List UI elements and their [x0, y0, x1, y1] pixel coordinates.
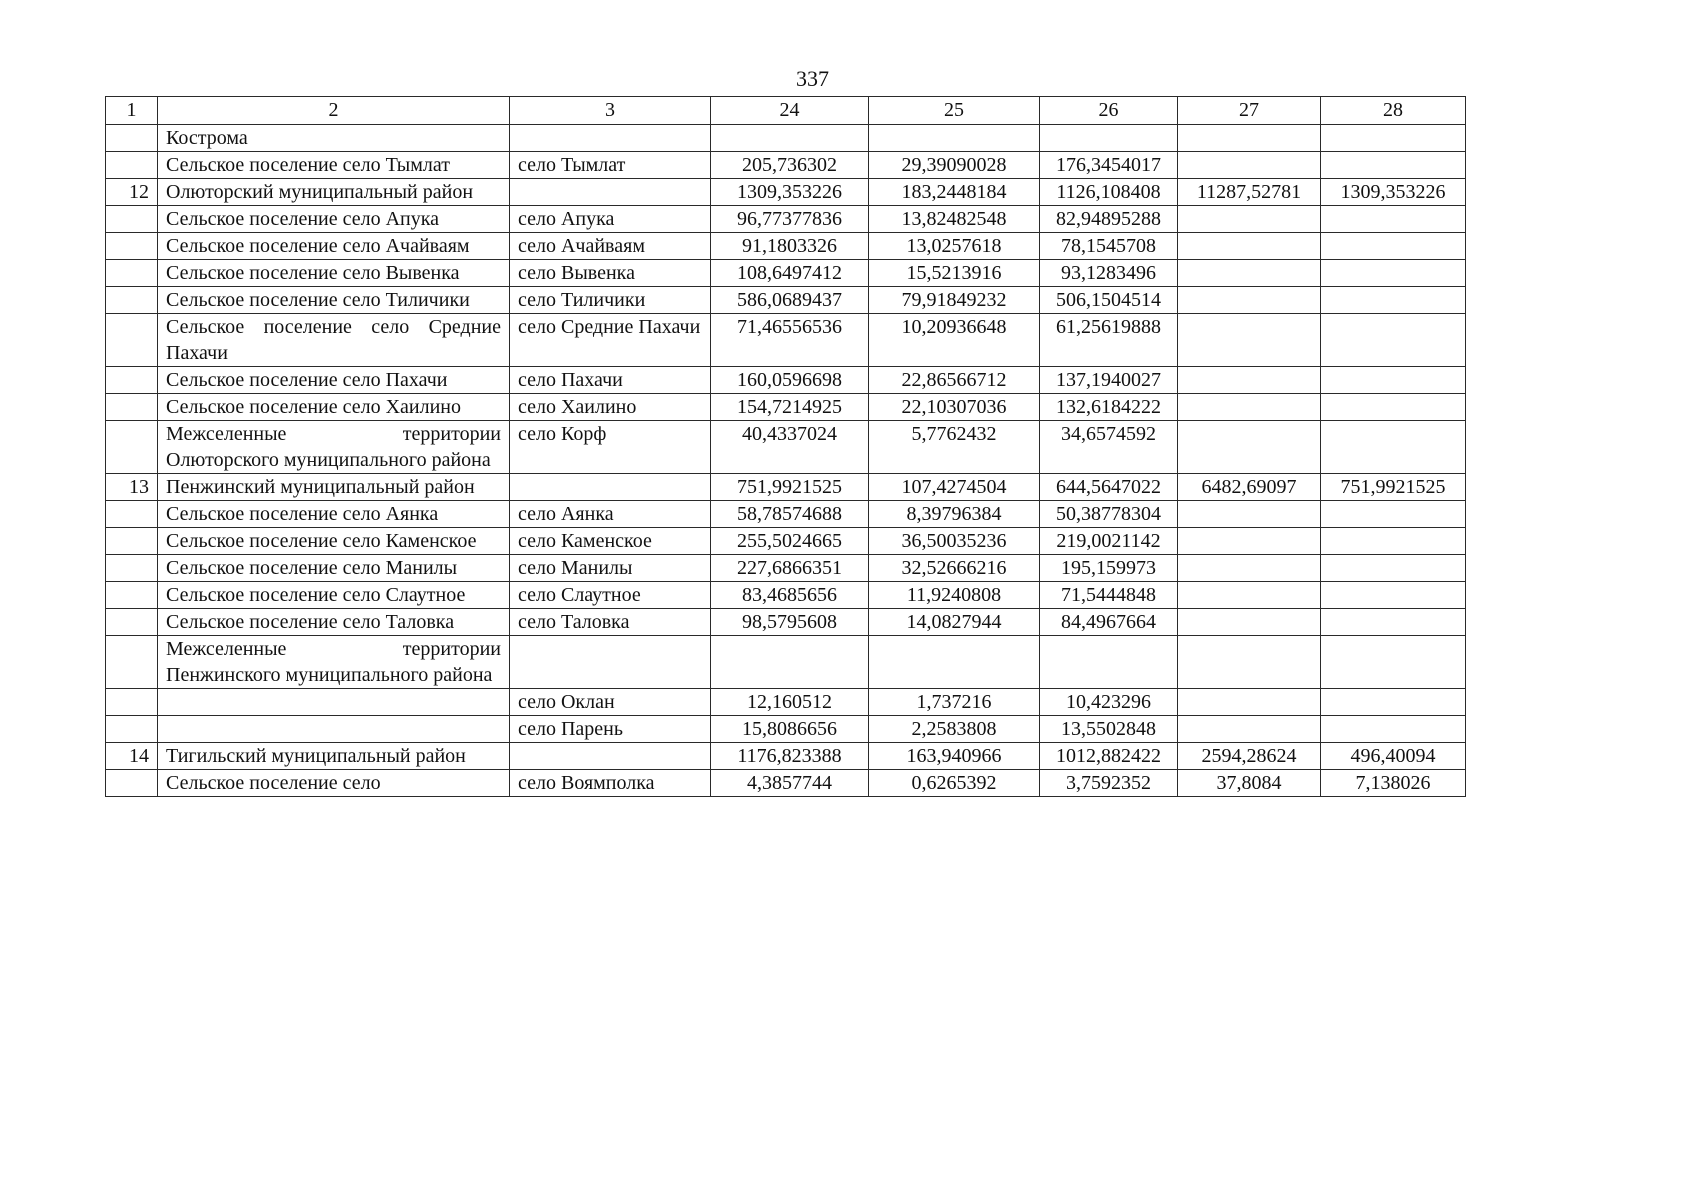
value-col-27-cell [1178, 206, 1321, 233]
table-row [106, 421, 1466, 474]
value-col-27-cell [1178, 287, 1321, 314]
table-row [106, 314, 1466, 367]
row-number-cell [106, 528, 158, 555]
value-col-24-cell: 205,736302 [711, 152, 869, 179]
value-col-27-cell: 6482,69097 [1178, 474, 1321, 501]
locality-cell: село Оклан [510, 689, 711, 716]
table-row [106, 287, 1466, 314]
municipality-name-cell: Тигильский муниципальный район [158, 743, 510, 770]
row-number-cell: 13 [106, 474, 158, 501]
row-number-cell [106, 421, 158, 474]
row-number-cell [106, 260, 158, 287]
row-number-cell [106, 287, 158, 314]
value-col-25-cell: 32,52666216 [869, 555, 1040, 582]
row-number-cell: 12 [106, 179, 158, 206]
table-row [106, 152, 1466, 179]
header-cell: 27 [1178, 97, 1321, 125]
locality-cell: село Слаутное [510, 582, 711, 609]
value-col-24-cell: 91,1803326 [711, 233, 869, 260]
value-col-25-cell: 0,6265392 [869, 770, 1040, 797]
value-col-27-cell [1178, 689, 1321, 716]
value-col-25-cell: 36,50035236 [869, 528, 1040, 555]
value-col-25-cell [869, 125, 1040, 152]
value-col-25-cell: 1,737216 [869, 689, 1040, 716]
value-col-28-cell: 496,40094 [1321, 743, 1466, 770]
value-col-28-cell [1321, 314, 1466, 367]
value-col-24-cell: 255,5024665 [711, 528, 869, 555]
value-col-25-cell: 107,4274504 [869, 474, 1040, 501]
header-row [106, 97, 1466, 125]
value-col-27-cell [1178, 716, 1321, 743]
row-number-cell [106, 233, 158, 260]
value-col-27-cell [1178, 152, 1321, 179]
value-col-27-cell: 11287,52781 [1178, 179, 1321, 206]
value-col-26-cell: 34,6574592 [1040, 421, 1178, 474]
value-col-26-cell: 219,0021142 [1040, 528, 1178, 555]
table-row [106, 582, 1466, 609]
value-col-26-cell: 78,1545708 [1040, 233, 1178, 260]
municipality-name-cell: Сельское поселение село Вывенка [158, 260, 510, 287]
table-row [106, 743, 1466, 770]
table-row [106, 179, 1466, 206]
value-col-24-cell: 108,6497412 [711, 260, 869, 287]
value-col-26-cell: 506,1504514 [1040, 287, 1178, 314]
table-row [106, 367, 1466, 394]
value-col-27-cell [1178, 125, 1321, 152]
row-number-cell [106, 609, 158, 636]
value-col-24-cell [711, 125, 869, 152]
page-number: 337 [796, 66, 829, 91]
value-col-24-cell: 58,78574688 [711, 501, 869, 528]
value-col-26-cell [1040, 125, 1178, 152]
value-col-25-cell: 11,9240808 [869, 582, 1040, 609]
locality-cell: село Аянка [510, 501, 711, 528]
table-row [106, 206, 1466, 233]
value-col-27-cell [1178, 260, 1321, 287]
value-col-26-cell: 84,4967664 [1040, 609, 1178, 636]
table-row [106, 770, 1466, 797]
table-row [106, 636, 1466, 689]
value-col-26-cell: 93,1283496 [1040, 260, 1178, 287]
table-row [106, 609, 1466, 636]
value-col-25-cell: 79,91849232 [869, 287, 1040, 314]
value-col-26-cell: 137,1940027 [1040, 367, 1178, 394]
locality-cell: село Корф [510, 421, 711, 474]
municipality-name-cell: Сельское поселение село Каменское [158, 528, 510, 555]
value-col-28-cell [1321, 716, 1466, 743]
value-col-28-cell [1321, 636, 1466, 689]
table-row [106, 233, 1466, 260]
value-col-24-cell: 12,160512 [711, 689, 869, 716]
header-cell: 1 [106, 97, 158, 125]
value-col-27-cell [1178, 367, 1321, 394]
value-col-28-cell: 7,138026 [1321, 770, 1466, 797]
locality-cell [510, 474, 711, 501]
value-col-25-cell: 5,7762432 [869, 421, 1040, 474]
value-col-27-cell [1178, 314, 1321, 367]
municipality-name-cell: Сельское поселение село Аянка [158, 501, 510, 528]
value-col-27-cell [1178, 394, 1321, 421]
table-row [106, 501, 1466, 528]
value-col-25-cell: 22,86566712 [869, 367, 1040, 394]
municipality-name-cell: Олюторский муниципальный район [158, 179, 510, 206]
locality-cell [510, 125, 711, 152]
value-col-26-cell: 10,423296 [1040, 689, 1178, 716]
row-number-cell [106, 367, 158, 394]
locality-cell: село Манилы [510, 555, 711, 582]
value-col-28-cell [1321, 287, 1466, 314]
municipality-name-cell: Межселенные территории Пенжинского муниципального района [158, 636, 510, 689]
table-row [106, 689, 1466, 716]
value-col-26-cell: 195,159973 [1040, 555, 1178, 582]
table-row [106, 260, 1466, 287]
municipality-name-cell: Сельское поселение село Манилы [158, 555, 510, 582]
value-col-26-cell: 50,38778304 [1040, 501, 1178, 528]
value-col-27-cell [1178, 421, 1321, 474]
locality-cell: село Вывенка [510, 260, 711, 287]
table-row [106, 555, 1466, 582]
municipality-name-cell: Сельское поселение село Пахачи [158, 367, 510, 394]
locality-cell: село Тиличики [510, 287, 711, 314]
value-col-26-cell: 176,3454017 [1040, 152, 1178, 179]
value-col-27-cell [1178, 528, 1321, 555]
table-row [106, 474, 1466, 501]
value-col-26-cell: 13,5502848 [1040, 716, 1178, 743]
value-col-24-cell [711, 636, 869, 689]
value-col-28-cell [1321, 367, 1466, 394]
locality-cell [510, 636, 711, 689]
header-cell: 24 [711, 97, 869, 125]
locality-cell [510, 743, 711, 770]
value-col-24-cell: 96,77377836 [711, 206, 869, 233]
table-row [106, 528, 1466, 555]
municipality-name-cell: Пенжинский муниципальный район [158, 474, 510, 501]
value-col-25-cell: 2,2583808 [869, 716, 1040, 743]
value-col-25-cell [869, 636, 1040, 689]
value-col-28-cell [1321, 125, 1466, 152]
value-col-24-cell: 227,6866351 [711, 555, 869, 582]
municipality-name-cell: Сельское поселение село Таловка [158, 609, 510, 636]
value-col-25-cell: 14,0827944 [869, 609, 1040, 636]
locality-cell: село Каменское [510, 528, 711, 555]
value-col-28-cell [1321, 609, 1466, 636]
value-col-24-cell: 40,4337024 [711, 421, 869, 474]
value-col-26-cell [1040, 636, 1178, 689]
value-col-25-cell: 13,82482548 [869, 206, 1040, 233]
value-col-26-cell: 61,25619888 [1040, 314, 1178, 367]
value-col-27-cell: 37,8084 [1178, 770, 1321, 797]
row-number-cell [106, 582, 158, 609]
municipality-name-cell: Сельское поселение село Ачайваям [158, 233, 510, 260]
municipality-name-cell [158, 716, 510, 743]
municipality-name-cell: Кострома [158, 125, 510, 152]
row-number-cell [106, 206, 158, 233]
header-cell: 3 [510, 97, 711, 125]
row-number-cell [106, 770, 158, 797]
locality-cell: село Тымлат [510, 152, 711, 179]
value-col-26-cell: 1012,882422 [1040, 743, 1178, 770]
locality-cell [510, 179, 711, 206]
allocation-table [105, 96, 1466, 797]
locality-cell: село Таловка [510, 609, 711, 636]
header-cell: 2 [158, 97, 510, 125]
value-col-25-cell: 22,10307036 [869, 394, 1040, 421]
row-number-cell [106, 636, 158, 689]
value-col-27-cell [1178, 636, 1321, 689]
value-col-26-cell: 3,7592352 [1040, 770, 1178, 797]
value-col-25-cell: 183,2448184 [869, 179, 1040, 206]
locality-cell: село Хаилино [510, 394, 711, 421]
locality-cell: село Парень [510, 716, 711, 743]
value-col-28-cell [1321, 689, 1466, 716]
value-col-27-cell: 2594,28624 [1178, 743, 1321, 770]
value-col-28-cell [1321, 206, 1466, 233]
value-col-26-cell: 71,5444848 [1040, 582, 1178, 609]
value-col-27-cell [1178, 609, 1321, 636]
value-col-28-cell [1321, 421, 1466, 474]
value-col-28-cell [1321, 555, 1466, 582]
value-col-25-cell: 15,5213916 [869, 260, 1040, 287]
value-col-27-cell [1178, 555, 1321, 582]
value-col-28-cell: 1309,353226 [1321, 179, 1466, 206]
value-col-28-cell [1321, 582, 1466, 609]
table-row [106, 394, 1466, 421]
municipality-name-cell: Сельское поселение село [158, 770, 510, 797]
value-col-27-cell [1178, 233, 1321, 260]
row-number-cell [106, 314, 158, 367]
municipality-name-cell: Сельское поселение село Апука [158, 206, 510, 233]
value-col-28-cell [1321, 394, 1466, 421]
locality-cell: село Ачайваям [510, 233, 711, 260]
value-col-25-cell: 163,940966 [869, 743, 1040, 770]
value-col-24-cell: 154,7214925 [711, 394, 869, 421]
locality-cell: село Воямполка [510, 770, 711, 797]
value-col-24-cell: 586,0689437 [711, 287, 869, 314]
header-cell: 26 [1040, 97, 1178, 125]
value-col-28-cell [1321, 152, 1466, 179]
value-col-28-cell [1321, 233, 1466, 260]
row-number-cell [106, 394, 158, 421]
value-col-25-cell: 8,39796384 [869, 501, 1040, 528]
value-col-27-cell [1178, 582, 1321, 609]
municipality-name-cell: Сельское поселение село Тиличики [158, 287, 510, 314]
header-cell: 28 [1321, 97, 1466, 125]
value-col-24-cell: 71,46556536 [711, 314, 869, 367]
locality-cell: село Средние Пахачи [510, 314, 711, 367]
table-row [106, 125, 1466, 152]
municipality-name-cell: Сельское поселение село Слаутное [158, 582, 510, 609]
value-col-24-cell: 1309,353226 [711, 179, 869, 206]
municipality-name-cell [158, 689, 510, 716]
value-col-26-cell: 82,94895288 [1040, 206, 1178, 233]
locality-cell: село Пахачи [510, 367, 711, 394]
value-col-28-cell: 751,9921525 [1321, 474, 1466, 501]
value-col-26-cell: 1126,108408 [1040, 179, 1178, 206]
value-col-27-cell [1178, 501, 1321, 528]
row-number-cell: 14 [106, 743, 158, 770]
value-col-25-cell: 29,39090028 [869, 152, 1040, 179]
value-col-24-cell: 15,8086656 [711, 716, 869, 743]
municipality-name-cell: Межселенные территории Олюторского муниципального района [158, 421, 510, 474]
value-col-28-cell [1321, 501, 1466, 528]
row-number-cell [106, 152, 158, 179]
value-col-24-cell: 751,9921525 [711, 474, 869, 501]
row-number-cell [106, 125, 158, 152]
row-number-cell [106, 716, 158, 743]
value-col-24-cell: 4,3857744 [711, 770, 869, 797]
value-col-24-cell: 160,0596698 [711, 367, 869, 394]
value-col-24-cell: 1176,823388 [711, 743, 869, 770]
municipality-name-cell: Сельское поселение село Хаилино [158, 394, 510, 421]
value-col-28-cell [1321, 260, 1466, 287]
row-number-cell [106, 501, 158, 528]
value-col-25-cell: 10,20936648 [869, 314, 1040, 367]
locality-cell: село Апука [510, 206, 711, 233]
value-col-25-cell: 13,0257618 [869, 233, 1040, 260]
row-number-cell [106, 689, 158, 716]
value-col-26-cell: 644,5647022 [1040, 474, 1178, 501]
municipality-name-cell: Сельское поселение село Средние Пахачи [158, 314, 510, 367]
value-col-24-cell: 98,5795608 [711, 609, 869, 636]
header-cell: 25 [869, 97, 1040, 125]
value-col-26-cell: 132,6184222 [1040, 394, 1178, 421]
municipality-name-cell: Сельское поселение село Тымлат [158, 152, 510, 179]
table-row [106, 716, 1466, 743]
value-col-28-cell [1321, 528, 1466, 555]
value-col-24-cell: 83,4685656 [711, 582, 869, 609]
row-number-cell [106, 555, 158, 582]
